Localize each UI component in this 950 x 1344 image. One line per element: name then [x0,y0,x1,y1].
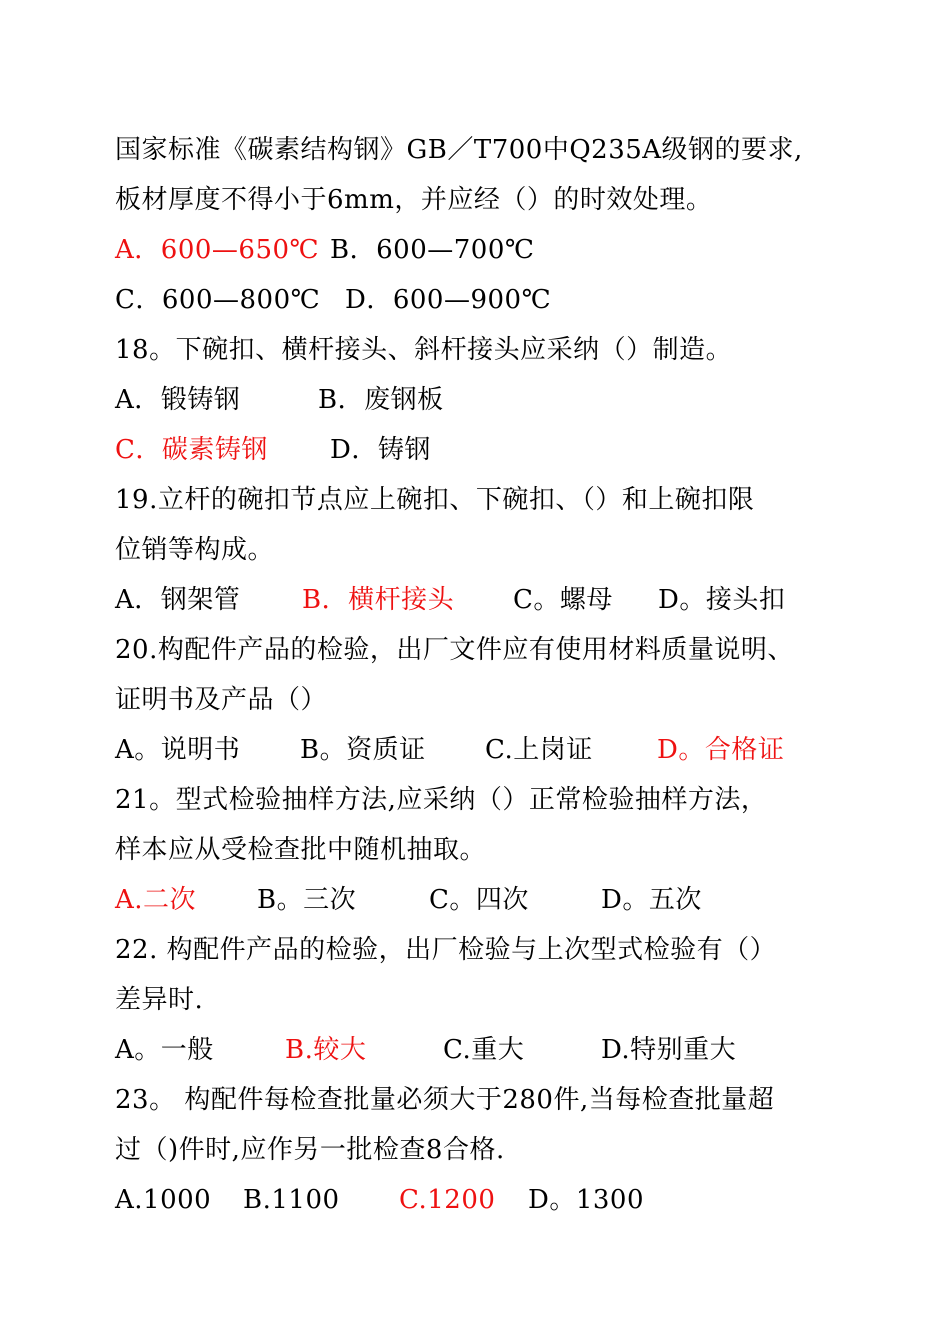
option-q21-a: A.二次 [115,885,197,915]
option-q17-d: D．600—900℃ [345,285,552,315]
question-18-text: 18。下碗扣、横杆接头、斜杆接头应采纳（）制造。 [115,335,733,365]
option-q17-b: B．600—700℃ [330,235,535,265]
option-q20-c: C.上岗证 [485,735,593,765]
option-q21-c: C。四次 [429,885,529,915]
question-19-text-line-2: 位销等构成。 [115,535,275,565]
option-q18-c: C．碳素铸钢 [115,435,268,465]
question-22-text-line-1: 22. 构配件产品的检验，出厂检验与上次型式检验有（） [115,935,777,965]
question-17-text-line-1: 国家标准《碳素结构钢》GB／T700中Q235A级钢的要求, [115,135,803,165]
option-q17-a: A．600—650℃ [115,235,320,265]
question-20-text-line-2: 证明书及产品（） [115,685,328,715]
option-q18-a: A．锻铸钢 [115,385,241,415]
option-q23-a: A.1000 [115,1185,212,1215]
option-q23-b: B.1100 [243,1185,340,1215]
option-q22-a: A。一般 [115,1035,214,1065]
option-q19-b: B．横杆接头 [302,585,455,615]
question-23-text-line-2: 过（)件时,应作另一批检查8合格. [115,1135,505,1165]
question-19-text-line-1: 19.立杆的碗扣节点应上碗扣、下碗扣、（）和上碗扣限 [115,485,755,515]
option-q18-b: B．废钢板 [318,385,444,415]
question-21-text-line-1: 21。型式检验抽样方法,应采纳（）正常检验抽样方法， [115,785,768,815]
option-q21-b: B。三次 [257,885,357,915]
option-q20-d: D。合格证 [657,735,785,765]
question-17-text-line-2: 板材厚度不得小于6mm，并应经（）的时效处理。 [115,185,713,215]
question-22-text-line-2: 差异时. [115,985,204,1015]
option-q23-d: D。1300 [528,1185,645,1215]
option-q20-b: B。资质证 [300,735,426,765]
option-q17-c: C．600—800℃ [115,285,321,315]
option-q21-d: D。五次 [601,885,702,915]
question-23-text-line-1: 23。 构配件每检查批量必须大于280件,当每检查批量超 [115,1085,775,1115]
option-q19-d: D。接头扣 [658,585,786,615]
option-q22-d: D.特别重大 [601,1035,737,1065]
option-q19-c: C。螺母 [513,585,613,615]
option-q20-a: A。说明书 [115,735,241,765]
question-20-text-line-1: 20.构配件产品的检验，出厂文件应有使用材料质量说明、 [115,635,794,665]
option-q22-c: C.重大 [443,1035,525,1065]
option-q23-c: C.1200 [399,1185,496,1215]
option-q18-d: D．铸钢 [330,435,431,465]
option-q22-b: B.较大 [285,1035,367,1065]
question-21-text-line-2: 样本应从受检查批中随机抽取。 [115,835,487,865]
option-q19-a: A．钢架管 [115,585,241,615]
